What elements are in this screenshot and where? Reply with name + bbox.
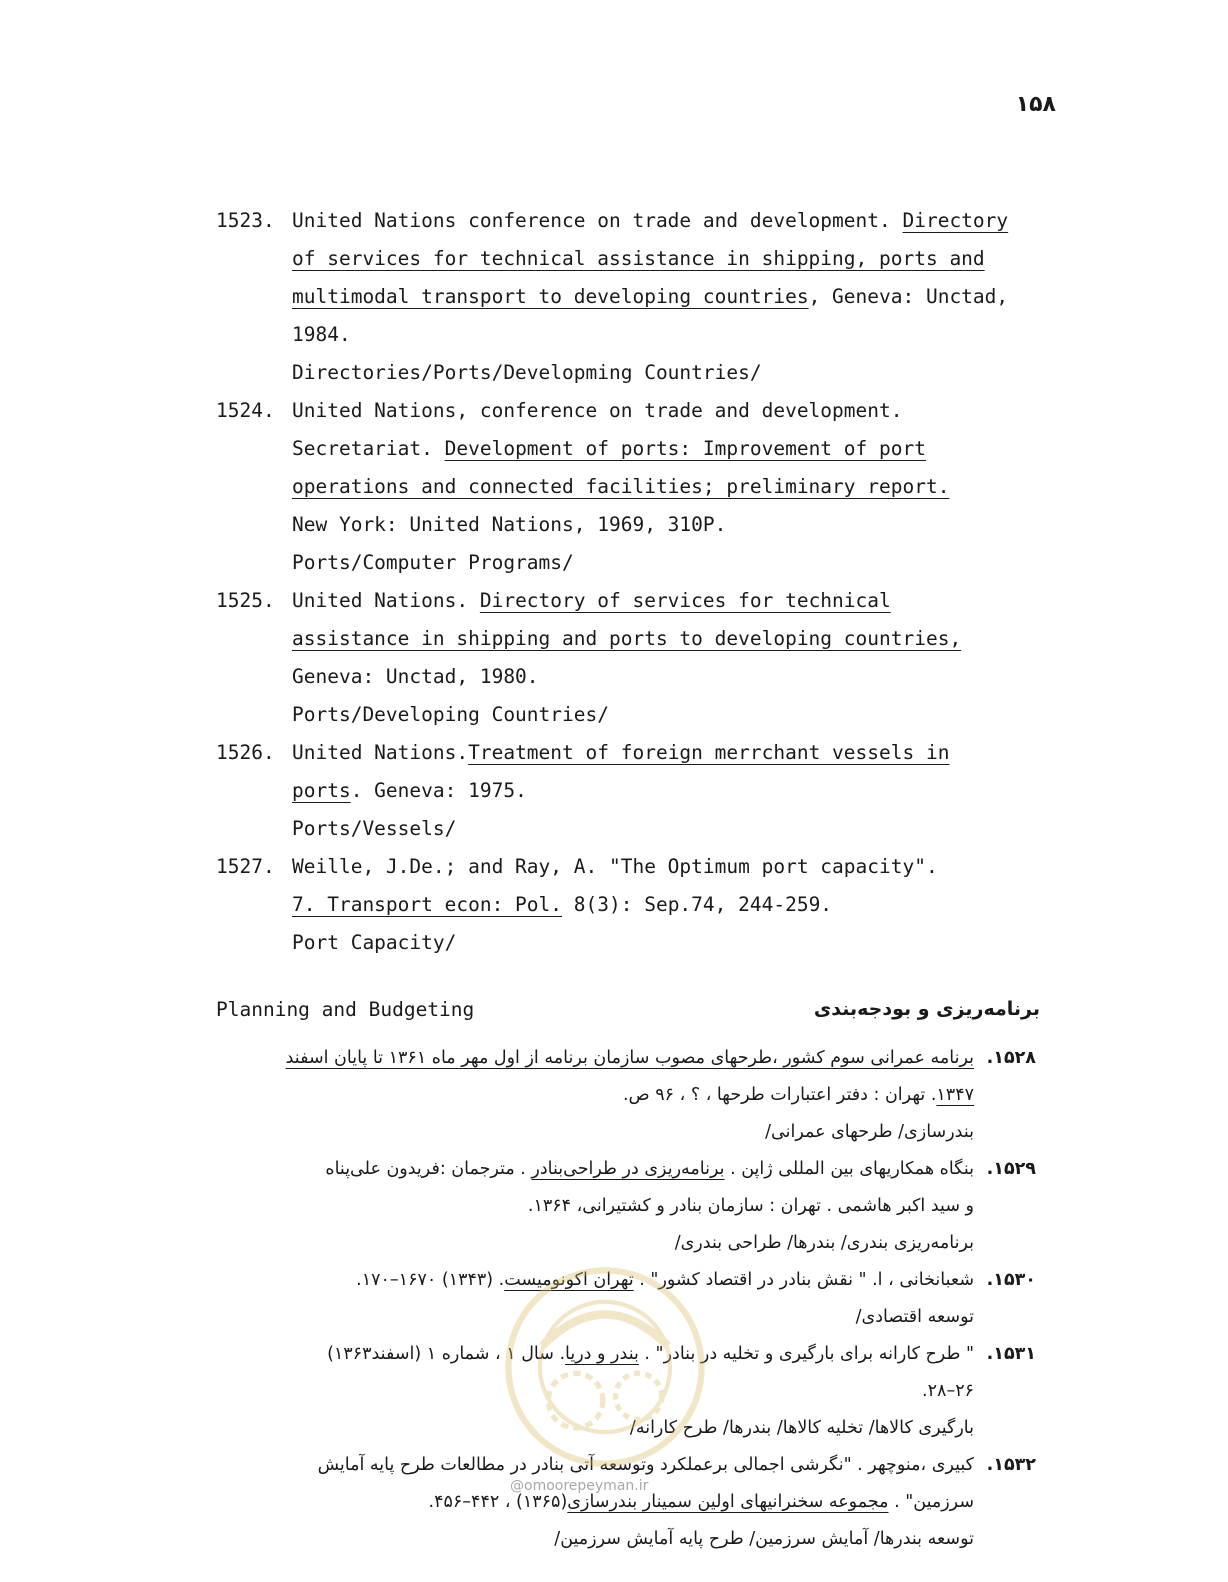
en-entry-line <box>292 582 1096 620</box>
en-entry-line <box>292 658 1096 696</box>
en-entry-line <box>292 468 1096 506</box>
citation-text: " طرح کارانه برای بارگیری و تخلیه در بنادر" . <box>638 1344 974 1364</box>
fa-entry <box>190 1447 1036 1558</box>
fa-entry-number: ۱۵۲۸. <box>986 1048 1036 1068</box>
en-entry-line <box>292 202 1096 240</box>
fa-entry-line <box>190 1225 974 1262</box>
en-entry <box>216 202 1096 392</box>
underlined-title: multimodal transport to developing countries <box>292 285 809 308</box>
section-heading-english: Planning and Budgeting <box>216 998 475 1021</box>
underlined-title: مجموعه‌ سخنرانیهای اولین سمینار بندرسازی <box>567 1492 889 1512</box>
citation-text: . سال ۱ ، شماره ۱ (اسفند۱۳۶۳) <box>327 1344 566 1364</box>
underlined-title: 7. Transport econ: Pol. <box>292 893 563 916</box>
section-heading <box>216 998 1040 1032</box>
citation-text: 8(3): Sep.74, 244-259. <box>562 893 833 916</box>
en-entry-line <box>292 620 1096 658</box>
en-entry-line <box>292 316 1096 354</box>
en-entry-number: 1524. <box>216 399 275 422</box>
underlined-title: ports <box>292 779 351 802</box>
fa-entry-line <box>190 1410 974 1447</box>
underlined-title: برنامه‌ریزی در طراحی‌بنادر <box>531 1159 725 1179</box>
fa-entry-line <box>190 1188 974 1225</box>
en-entry-line <box>292 430 1096 468</box>
en-entry-line <box>292 392 1096 430</box>
citation-text: Geneva: Unctad, 1980. <box>292 665 539 688</box>
citation-text: Port Capacity/ <box>292 931 457 954</box>
en-entry-line <box>292 848 1096 886</box>
underlined-title: assistance in shipping and ports to developing countries, <box>292 627 962 650</box>
underlined-title: بندر و دریا <box>565 1344 639 1364</box>
fa-entry-line <box>190 1262 974 1299</box>
en-entry-number: 1525. <box>216 589 275 612</box>
fa-entry-line <box>190 1336 974 1373</box>
citation-text: توسعه اقتصادی/ <box>855 1307 974 1327</box>
english-bibliography <box>216 202 1096 962</box>
citation-text: Secretariat. <box>292 437 445 460</box>
citation-text: و سید اکبر هاشمی . تهران : سازمان بنادر و کشتیرانی، ۱۳۶۴. <box>527 1196 974 1216</box>
citation-text: Ports/Computer Programs/ <box>292 551 574 574</box>
en-entry-number: 1523. <box>216 209 275 232</box>
fa-entry <box>190 1336 1036 1447</box>
en-entry-line <box>292 278 1096 316</box>
section-heading-persian: برنامه‌ریزی و بودجه‌بندی <box>813 998 1040 1020</box>
citation-text: New York: United Nations, 1969, 310P. <box>292 513 727 536</box>
en-entry-line <box>292 354 1096 392</box>
fa-entry-number: ۱۵۳۲. <box>986 1455 1036 1475</box>
underlined-title: of services for technical assistance in shipping, ports and <box>292 247 985 270</box>
citation-text: توسعه بندرها/ آمایش سرزمین/ طرح پایه آمایش سرزمین/ <box>554 1529 974 1549</box>
citation-text: کبیری ،منوچهر . "نگرشی اجمالی برعملکرد وتوسعه آتی بنادر در مطالعات طرح پایه آمایش <box>317 1455 974 1475</box>
fa-entry-line <box>190 1521 974 1558</box>
fa-entry-line <box>190 1373 974 1410</box>
citation-text: Directories/Ports/Developming Countries/ <box>292 361 762 384</box>
page-number: ۱۵۸ <box>1015 92 1056 117</box>
fa-entry <box>190 1151 1036 1262</box>
fa-entry <box>190 1040 1036 1151</box>
citation-text: United Nations. <box>292 589 480 612</box>
underlined-title: برنامه عمرانی سوم کشور ،طرحهای مصوب سازمان برنامه از اول مهر ماه ۱۳۶۱ تا پایان اسفند <box>285 1048 974 1068</box>
watermark: @omoorepeyman.ir <box>510 1478 649 1494</box>
citation-text: سرزمین" . <box>888 1492 974 1512</box>
underlined-title: Treatment of foreign merrchant vessels in <box>468 741 950 764</box>
fa-entry-line <box>190 1077 974 1114</box>
en-entry <box>216 392 1096 582</box>
fa-entry-number: ۱۵۲۹. <box>986 1159 1036 1179</box>
citation-text: بنگاه همکاریهای بین المللی ژاپن . <box>724 1159 974 1179</box>
en-entry <box>216 734 1096 848</box>
citation-text: 1984. <box>292 323 351 346</box>
citation-text: . تهران : دفتر اعتبارات طرحها ، ؟ ، ۹۶ ص. <box>622 1085 937 1105</box>
citation-text: (۱۳۶۵) ، ۴۴۲–۴۵۶. <box>428 1492 568 1512</box>
en-entry-line <box>292 924 1096 962</box>
en-entry-number: 1527. <box>216 855 275 878</box>
citation-text: Ports/Developing Countries/ <box>292 703 609 726</box>
fa-entry-line <box>190 1114 974 1151</box>
citation-text: United Nations conference on trade and development. <box>292 209 903 232</box>
en-entry-number: 1526. <box>216 741 275 764</box>
citation-text: شعبانخانی ، ا. " نقش بنادر در اقتصاد کشور" . <box>633 1270 974 1290</box>
fa-entry-number: ۱۵۳۰. <box>986 1270 1036 1290</box>
en-entry-line <box>292 772 1096 810</box>
en-entry-line <box>292 506 1096 544</box>
en-entry <box>216 582 1096 734</box>
underlined-title: Development of ports: Improvement of port <box>444 437 926 460</box>
citation-text: برنامه‌ریزی بندری/ بندرها/ طراحی بندری/ <box>674 1233 974 1253</box>
en-entry-line <box>292 810 1096 848</box>
citation-text: بارگیری کالاها/ تخلیه کالاها/ بندرها/ طرح کارانه/ <box>629 1418 974 1438</box>
citation-text: , Geneva: Unctad, <box>808 285 1009 308</box>
en-entry-line <box>292 734 1096 772</box>
fa-entry <box>190 1262 1036 1336</box>
fa-entry-line <box>190 1151 974 1188</box>
fa-entry-number: ۱۵۳۱. <box>986 1344 1036 1364</box>
citation-text: Ports/Vessels/ <box>292 817 457 840</box>
underlined-title: Directory of services for technical <box>479 589 891 612</box>
citation-text: Weille, J.De.; and Ray, A. "The Optimum port capacity". <box>292 855 938 878</box>
en-entry <box>216 848 1096 962</box>
citation-text: United Nations. <box>292 741 469 764</box>
citation-text: بندرسازی/ طرحهای عمرانی/ <box>765 1122 974 1142</box>
en-entry-line <box>292 886 1096 924</box>
en-entry-line <box>292 544 1096 582</box>
en-entry-line <box>292 696 1096 734</box>
citation-text: United Nations, conference on trade and development. <box>292 399 903 422</box>
citation-text: ۲۶–۲۸. <box>922 1381 974 1401</box>
fa-entry-line <box>190 1040 974 1077</box>
fa-entry-line <box>190 1299 974 1336</box>
underlined-title: Directory <box>902 209 1009 232</box>
citation-text: . مترجمان :فریدون علی‌پناه <box>325 1159 532 1179</box>
underlined-title: ۱۳۴۷ <box>936 1085 974 1105</box>
citation-text: . (۱۳۴۳) ۱۶۷۰–۱۷۰. <box>356 1270 505 1290</box>
en-entry-line <box>292 240 1096 278</box>
underlined-title: تهران اکونومیست <box>504 1270 634 1290</box>
underlined-title: operations and connected facilities; preliminary report. <box>292 475 950 498</box>
citation-text: . Geneva: 1975. <box>350 779 527 802</box>
